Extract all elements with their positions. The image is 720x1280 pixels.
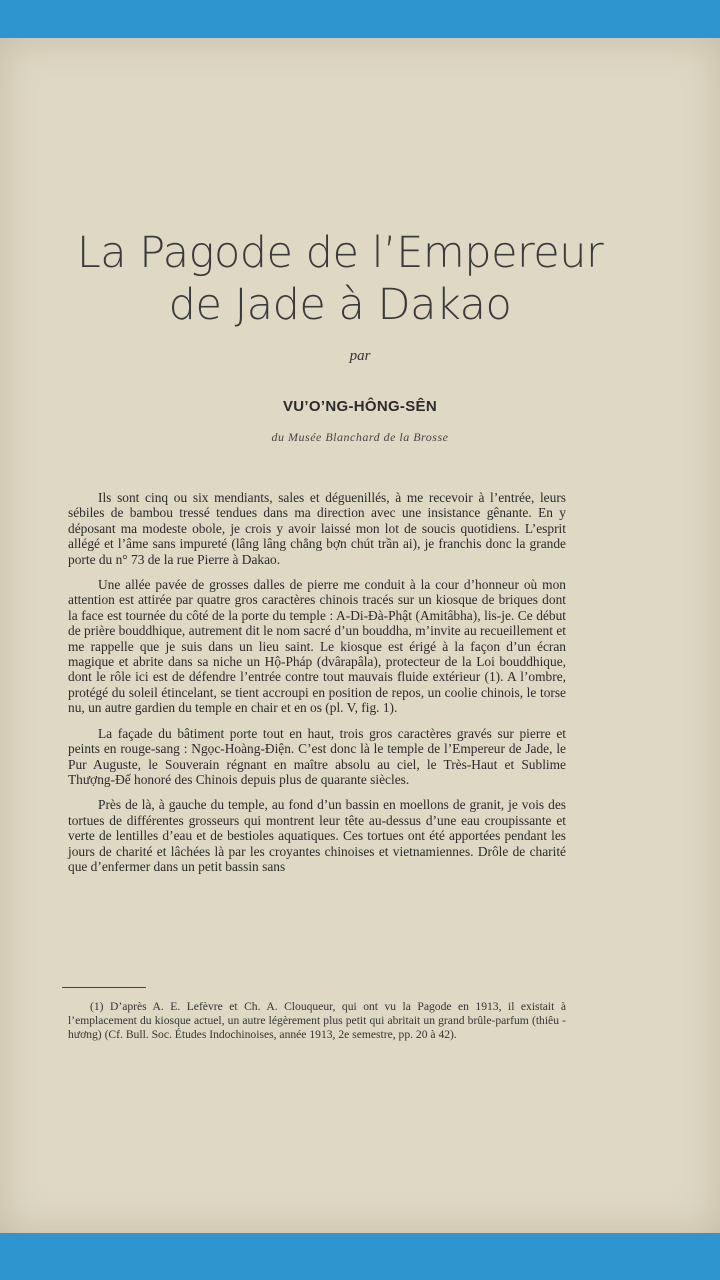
footnote-divider xyxy=(62,987,146,988)
paragraph-2: Une allée pavée de grosses dalles de pierre me conduit à la cour d’honneur où mon attention est attirée par quatre gros caractères chinois tracés sur un kiosque de briques dont la face est tournée du côté de la porte du temple : A-Di-Đà-Phật (Amitâbha), lis-je. Ce début de prière bouddhique, autrement dit le nom sacré d’un bouddha, m’invite au recueillement et me rappelle que je suis dans un lieu saint. Le kiosque est érigé à la façon d’un écran magique et abrite dans sa niche un Hộ-Pháp (dvârapâla), protecteur de la Loi bouddhique, dont le rôle ici est de défendre l’entrée contre tout mauvais fluide extérieur (1). A l’ombre, protégé du soleil étincelant, se tient accroupi en position de repos, un coolie chinois, le torse nu, un autre gardien du temple en chair et en os (pl. V, fig. 1). xyxy=(68,577,566,716)
footnote xyxy=(68,1000,566,1042)
title-line-2: de Jade à Dakao xyxy=(168,280,512,330)
document-page xyxy=(0,38,720,1233)
byline-par: par xyxy=(349,348,371,364)
article-body xyxy=(68,490,566,874)
title-line-1: La Pagode de l’Empereur xyxy=(76,228,604,278)
paragraph-3: La façade du bâtiment porte tout en haut, trois gros caractères gravés sur pierre et peints en rouge-sang : Ngọc-Hoàng-Điện. C’est donc là le temple de l’Empereur de Jade, le Pur Auguste, le Souverain régnant en maître absolu au ciel, le Très-Haut et Sublime Thượng-Đế honoré des Chinois depuis plus de quarante siècles. xyxy=(68,725,566,787)
author-affiliation: du Musée Blanchard de la Brosse xyxy=(271,430,449,444)
author-name: VU’O’NG-HÔNG-SÊN xyxy=(283,398,437,415)
footnote-1: (1) D’après A. E. Lefèvre et Ch. A. Clouqueur, qui ont vu la Pagode en 1913, il existait à l’emplacement du kiosque actuel, un autre légèrement plus petit qui abritait un grand brûle-parfum (thiêu - hương) (Cf. Bull. Soc. Études Indochinoises, année 1913, 2e semestre, pp. 20 à 42). xyxy=(68,1000,566,1041)
paragraph-4: Près de là, à gauche du temple, au fond d’un bassin en moellons de granit, je vois des tortues de différentes grosseurs qui montrent leur tête au-dessus d’une eau croupissante et verte de lentilles d’eau et de bestioles aquatiques. Ces tortues ont été apportées pendant les jours de charité et lâchées là par les croyantes chinoises et vietnamiennes. Drôle de charité que d’enfermer dans un petit bassin sans xyxy=(68,797,566,874)
paragraph-1: Ils sont cinq ou six mendiants, sales et déguenillés, à me recevoir à l’entrée, leurs sébiles de bambou tressé tendues dans ma direction avec une insistance gênante. En y déposant ma modeste obole, je crois y avoir laissé mon lot de soucis quotidiens. L’esprit allégé et l’âme sans impureté (lâng lâng chẳng bợn chút trần ai), je franchis donc la grande porte du n° 73 de la rue Pierre à Dakao. xyxy=(68,490,566,567)
